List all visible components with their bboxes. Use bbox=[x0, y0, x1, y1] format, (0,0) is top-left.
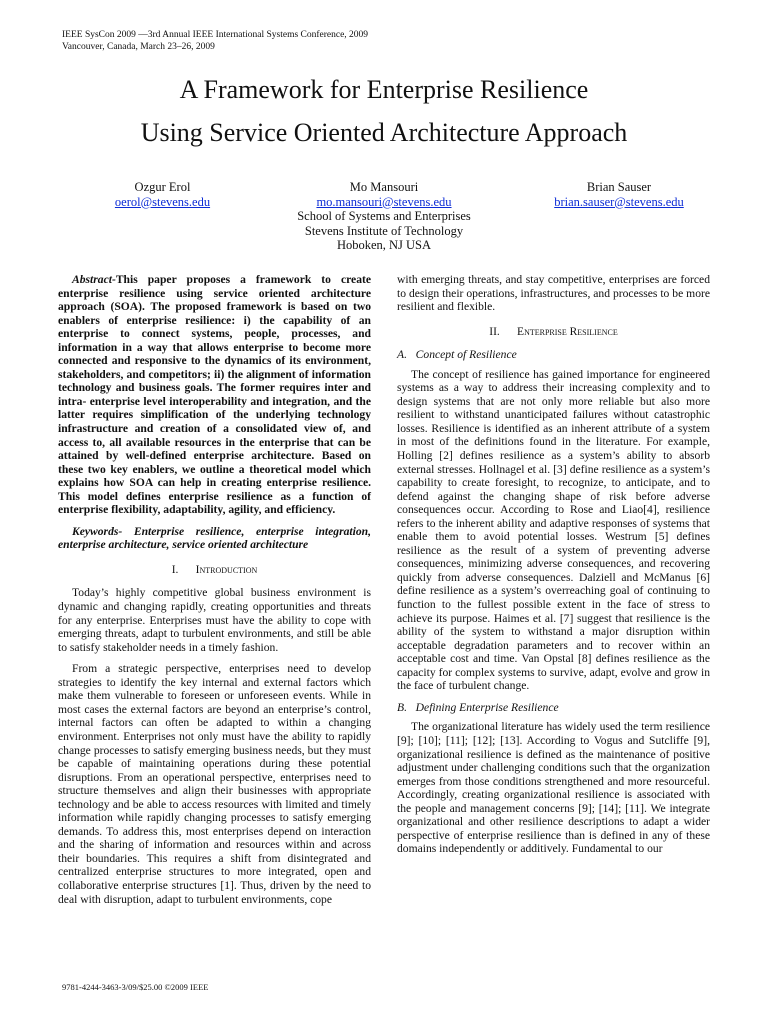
subsection-heading-defining: B. Defining Enterprise Resilience bbox=[397, 700, 559, 714]
author-sauser bbox=[540, 180, 698, 209]
section-title: Enterprise Resilience bbox=[517, 325, 618, 338]
conference-line: IEEE SysCon 2009 —3rd Annual IEEE International Systems Conference, 2009 bbox=[62, 30, 369, 40]
concept-paragraph: The concept of resilience has gained importance for engineered systems as a way to address their increasing complexity and to design systems that are not only more reliable but also more resilient to withstand unanticipated failures without catastrophic losses. Resilience is identified as an inherent attribute of a system in most of the definitions found in the literature. For example, Holling [2] defines resilience as a system’s ability to absorb external stresses. Hollnagel et al. [3] define resilience as a system’s capability to create foresight, to recognize, to anticipate, and to defend against the changing shape of risk before adverse consequences occur. According to Rose and Liao[4], resilience refers to the inherent ability and adaptive responses of systems that enable them to avoid potential losses. Westrum [5] defines resilience as the result of a system of preventing adverse consequences, minimizing adverse consequences, and recovering quickly from adverse consequences. Dalziell and McManus [6] define resilience as a system’s overreaching goal of continuing to function to the fullest possible extent in the face of stress to achieve its purpose. Haimes et al. [7] suggest that resilience is the ability of the system to withstand a major disruption within acceptable degradation parameters and to recover within an acceptable cost and time. Van Opstal [8] defines resilience as the capacity for complex systems to survive, adapt, evolve and grow in the face of turbulent change. bbox=[397, 367, 710, 693]
author-name: Mo Mansouri bbox=[349, 180, 419, 194]
right-column bbox=[397, 273, 710, 856]
affiliation-institute: Stevens Institute of Technology bbox=[304, 223, 464, 238]
author-name: Ozgur Erol bbox=[134, 180, 191, 194]
continued-paragraph: with emerging threats, and stay competitive, enterprises are forced to design their operations, infrastructures, and processes to be more resilient and flexible. bbox=[397, 273, 710, 314]
section-heading-introduction bbox=[58, 564, 371, 578]
copyright-footer: 9781-4244-3463-3/09/$25.00 ©2009 IEEE bbox=[62, 982, 209, 992]
author-email-link[interactable]: brian.sauser@stevens.edu bbox=[554, 194, 684, 209]
affiliation-school: School of Systems and Enterprises bbox=[297, 209, 471, 223]
conference-header bbox=[62, 29, 368, 53]
affiliation-location: Hoboken, NJ USA bbox=[336, 238, 432, 252]
author-name: Brian Sauser bbox=[586, 180, 652, 194]
section-numeral: I. bbox=[171, 563, 179, 576]
keywords-text: Enterprise resilience, enterprise integration, enterprise architecture, service oriented architecture bbox=[58, 524, 371, 552]
section-title: Introduction bbox=[195, 563, 258, 576]
abstract-label: Abstract- bbox=[72, 273, 116, 286]
keywords-paragraph bbox=[58, 525, 371, 552]
author-mansouri bbox=[284, 180, 484, 253]
intro-paragraph-2: From a strategic perspective, enterprises need to develop strategies to identify the key internal and external factors which make them vulnerable to foreseen or unforeseen events. While in most cases the external factors are beyond an enterprise’s control, internal factors can often be adapted to within a changing environment. Enterprises not only must have the ability to rapidly change processes to satisfy emerging business needs, but they must be capable of maintaining operations during these potential disruptions. From an operational perspective, enterprises need to structure themselves and align their businesses with appropriate technology and be able to access resources with limited and timely information while rapidly changing processes to satisfy emerging demands. To address this, most enterprises depend on interaction and the sharing of information and resources within and across their boundaries. This requires a shift from disintegrated and centralized enterprise structures to more integrated, open and collaborative enterprise structures [1]. Thus, driven by the need to deal with disruption, adapt to turbulent environments, cope bbox=[58, 662, 371, 906]
conference-location: Vancouver, Canada, March 23–26, 2009 bbox=[62, 42, 215, 52]
keywords-label: Keywords- bbox=[72, 524, 123, 538]
abstract-paragraph bbox=[58, 273, 371, 517]
section-heading-enterprise-resilience bbox=[397, 326, 710, 340]
author-email-link[interactable]: mo.mansouri@stevens.edu bbox=[316, 194, 452, 209]
left-column bbox=[58, 273, 371, 906]
paper-title-line-2: Using Service Oriented Architecture Approach bbox=[140, 118, 628, 147]
author-email-link[interactable]: oerol@stevens.edu bbox=[114, 194, 211, 209]
author-erol bbox=[90, 180, 235, 209]
section-numeral: II. bbox=[489, 325, 500, 338]
intro-paragraph-1: Today’s highly competitive global business environment is dynamic and changing rapidly, creating opportunities and threats for any enterprise. Enterprises must have the ability to cope with emerging threats, adapt to turbulent environments, and still be able to satisfy stakeholder needs in a timely fashion. bbox=[58, 586, 371, 654]
defining-paragraph: The organizational literature has widely used the term resilience [9]; [10]; [11]; [12]; [13]. According to Vogus and Sutcliffe [9], organizational resilience is defined as the maintenance of positive adjustment under challenging conditions such that the organization emerges from those conditions strengthened and more resourceful. Accordingly, creating organizational resilience is associated with the people and management concerns [9]; [14]; [11]. We integrate organizational and other resilience descriptions to adapt a wider perspective of enterprise resilience than is defined in any of these domains independently or additively. Fundamental to our bbox=[397, 720, 710, 856]
paper-title-line-1: A Framework for Enterprise Resilience bbox=[179, 75, 589, 104]
subsection-heading-concept: A. Concept of Resilience bbox=[397, 348, 517, 362]
abstract-text: This paper proposes a framework to create enterprise resilience using service oriented architecture approach (SOA). The proposed framework is based on two enablers of enterprise resilience: i) the capability of an enterprise to connect systems, people, processes, and information in a way that allows enterprise to become more connected and responsive to the dynamics of its environment, stakeholders, and competitors; ii) the alignment of information technology and business goals. The former requires inter and intra- enterprise level interoperability and integration, and the latter requires simplification of the underlying technology infrastructure and creation of a consolidated view of, and access to, all available resources in the enterprise that can be attained by well-defined enterprise architecture. Based on these two key enablers, we outline a theoretical model which explains how SOA can help in creating enterprise resilience. This model defines enterprise resilience as a function of enterprise flexibility, adaptability, agility, and efficiency. bbox=[58, 273, 371, 517]
